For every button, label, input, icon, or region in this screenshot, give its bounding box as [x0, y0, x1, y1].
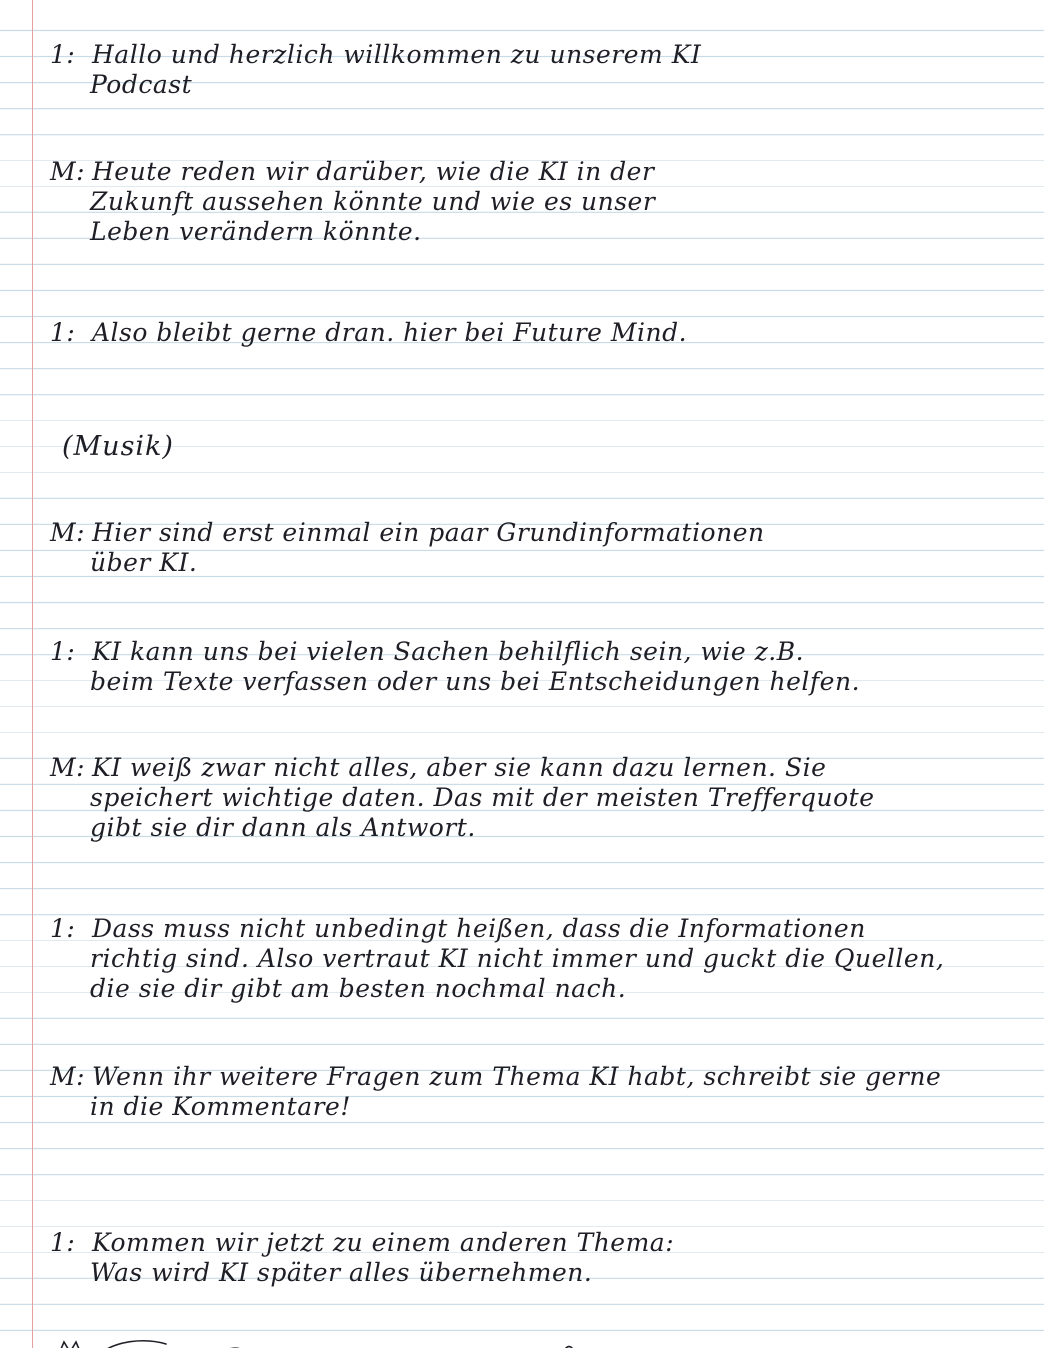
margin-line	[32, 0, 33, 1348]
dialogue-line: gibt sie dir dann als Antwort.	[90, 813, 476, 842]
dialogue-line: Wenn ihr weitere Fragen zum Thema KI habt, schreibt sie gerne	[92, 1062, 942, 1091]
dialogue-entry	[50, 518, 990, 578]
dialogue-line: Heute reden wir darüber, wie die KI in der	[92, 157, 655, 186]
dialogue-line: Kommen wir jetzt zu einem anderen Thema:	[92, 1228, 675, 1257]
speaker-label: M:	[50, 1062, 86, 1091]
dialogue-line: beim Texte verfassen oder uns bei Entscheidungen helfen.	[90, 667, 861, 696]
dialogue-entry	[50, 753, 990, 843]
dialogue-line: über KI.	[90, 548, 198, 577]
cut-off-handwriting	[56, 1330, 576, 1348]
speaker-label: 1:	[50, 637, 76, 666]
dialogue-entry	[50, 40, 990, 100]
speaker-label: M:	[50, 753, 86, 782]
dialogue-line: Hallo und herzlich willkommen zu unserem KI	[92, 40, 702, 69]
dialogue-line: KI weiß zwar nicht alles, aber sie kann dazu lernen. Sie	[92, 753, 827, 782]
dialogue-line: Was wird KI später alles übernehmen.	[90, 1258, 593, 1287]
speaker-label: 1:	[50, 914, 76, 943]
dialogue-line: Dass muss nicht unbedingt heißen, dass die Informationen	[92, 914, 866, 943]
dialogue-entry	[50, 1062, 990, 1122]
dialogue-line: Zukunft aussehen könnte und wie es unser	[90, 187, 656, 216]
dialogue-line: die sie dir gibt am besten nochmal nach.	[90, 974, 627, 1003]
dialogue-entry	[50, 637, 990, 697]
speaker-label: 1:	[50, 1228, 76, 1257]
dialogue-line: Leben verändern könnte.	[90, 217, 422, 246]
dialogue-line: richtig sind. Also vertraut KI nicht immer und guckt die Quellen,	[90, 944, 945, 973]
speaker-label: M:	[50, 157, 86, 186]
dialogue-line: Hier sind erst einmal ein paar Grundinformationen	[92, 518, 765, 547]
dialogue-entry	[50, 157, 990, 247]
dialogue-line: in die Kommentare!	[90, 1092, 351, 1121]
dialogue-entry	[50, 318, 990, 348]
dialogue-line: Podcast	[90, 70, 193, 99]
dialogue-line: Also bleibt gerne dran. hier bei Future Mind.	[92, 318, 688, 347]
speaker-label: M:	[50, 518, 86, 547]
dialogue-entry	[50, 914, 990, 1004]
dialogue-line: speichert wichtige daten. Das mit der meisten Trefferquote	[90, 783, 875, 812]
speaker-label: 1:	[50, 40, 76, 69]
dialogue-entry	[50, 1228, 990, 1288]
speaker-label: 1:	[50, 318, 76, 347]
dialogue-line: KI kann uns bei vielen Sachen behilflich sein, wie z.B.	[92, 637, 805, 666]
musik-cue: (Musik)	[62, 431, 174, 462]
